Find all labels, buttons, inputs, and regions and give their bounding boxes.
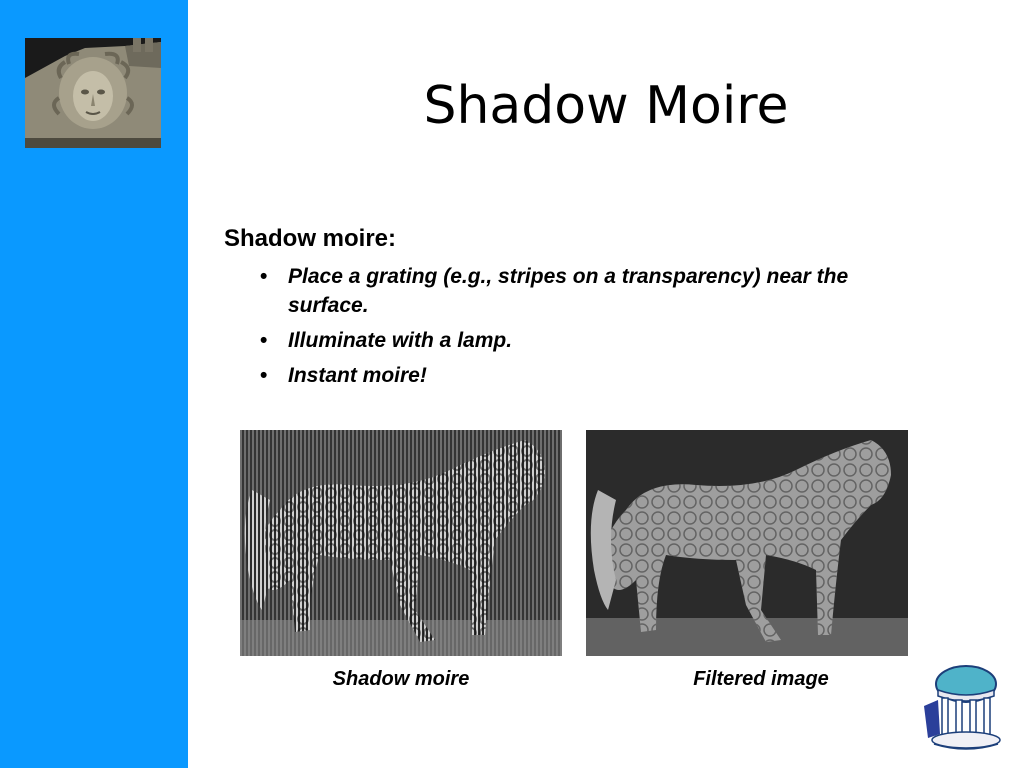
bullet-item: • Place a grating (e.g., stripes on a transparency) near the surface.	[258, 262, 918, 320]
old-well-rotunda-icon	[920, 660, 1004, 752]
bullet-item: • Illuminate with a lamp.	[258, 326, 918, 355]
caption-shadow-moire: Shadow moire	[332, 668, 470, 690]
horse-sculpture-filtered-image	[586, 430, 908, 656]
section-heading: Shadow moire:	[224, 225, 397, 252]
bullet-item: • Instant moire!	[258, 361, 918, 390]
horse-sculpture-striped-image	[240, 430, 562, 656]
medusa-relief-icon	[25, 38, 161, 148]
caption-filtered-image: Filtered image	[693, 668, 829, 690]
bullet-list	[258, 262, 918, 396]
slide-title: Shadow Moire	[423, 76, 789, 136]
